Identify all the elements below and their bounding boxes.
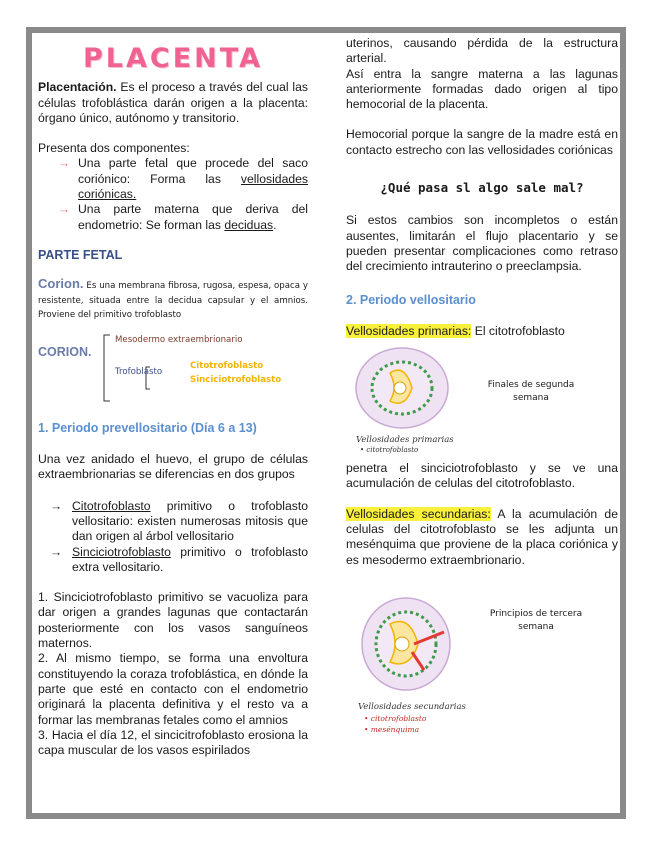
arrow-right-icon: →: [58, 202, 71, 217]
step-1-paragraph: 1. Sinciciotrofoblasto primitivo se vacuoliza para dar origen a grandes lagunas que contactarán posteriormente con los vasos sanguíneos maternos.: [38, 590, 308, 651]
step-2-paragraph: 2. Al mismo tiempo, se forma una envoltura constituyendo la coraza trofoblástica, en dónde la parte que esté en contacto con el endometrio originará la placenta definitiva y el resto va a formar las membranas fetales como el amnios: [38, 651, 308, 727]
figure2-handwritten-note2: • mesénquima: [364, 724, 420, 734]
continuation-paragraph: uterinos, causando pérdida de la estructura arterial.: [346, 36, 618, 66]
page-title: PLACENTA: [83, 43, 263, 74]
arrow-right-icon: →: [58, 156, 71, 171]
step-3-paragraph: 3. Hacia el día 12, el sincicitrofoblasto erosiona la capa muscular de los vasos espirilados: [38, 727, 308, 758]
components-intro: Presenta dos componentes:: [38, 141, 190, 156]
maternal-blood-paragraph: Así entra la sangre materna a las lagunas anteriormente formadas dado origen al tipo hemocorial de la placenta.: [346, 66, 618, 112]
figure2-caption: Principios de tercera semana: [489, 608, 583, 632]
primarias-highlight: Vellosidades primarias:: [346, 323, 472, 338]
complications-paragraph: Si estos cambios son incompletos o están ausentes, limitarán el flujo placentario y se pueden presentar complicaciones como retraso del crecimiento intrauterino o preeclampsia.: [346, 213, 618, 274]
mesodermo-label: Mesodermo extraembrionario: [115, 334, 243, 345]
primarias-paragraph: Vellosidades primarias: El citotrofoblasto: [346, 323, 565, 338]
sinciciotrofoblasto-label: Sinciciotrofoblasto: [190, 374, 282, 385]
corion-term: Corion.: [38, 276, 84, 292]
villus-secondary-illustration: [354, 594, 466, 698]
list-item: → Sinciciotrofoblasto primitivo o trofoblasto extra vellositario.: [50, 544, 308, 574]
list-item: → Citotrofoblasto primitivo o trofoblasto vellositario: existen numerosas mitosis que dan origen al árbol vellositario: [50, 498, 308, 544]
components-list: [38, 156, 308, 232]
secundarias-highlight: Vellosidades secundarias:: [346, 506, 491, 521]
figure1-handwritten-note: • citotrofoblasto: [360, 446, 419, 455]
arrow-right-icon: →: [50, 498, 63, 513]
periodo-vellositario-heading: 2. Periodo vellositario: [346, 292, 476, 307]
figure-secundarias: [346, 594, 618, 744]
right-column: [346, 36, 618, 744]
figure-primarias: [346, 339, 618, 457]
intro-text: Es el proceso a través del cual las células trofoblástica darán origen a la placenta: órgano único, autónomo y transitorio.: [38, 80, 308, 125]
figure1-handwritten-label: Vellosidades primarias: [356, 435, 454, 446]
corion-label: CORION.: [38, 344, 92, 359]
figure2-handwritten-label: Vellosidades secundarias: [358, 701, 466, 712]
hemocorial-paragraph: Hemocorial porque la sangre de la madre está en contacto estrecho con las vellosidades coriónicas: [346, 127, 618, 157]
corion-diagram: [38, 327, 308, 407]
left-column: [38, 43, 308, 758]
citotrofoblasto-label: Citotrofoblasto: [190, 360, 264, 371]
figure2-handwritten-note1: • citotrofoblasto: [364, 713, 427, 723]
groups-list: [38, 499, 308, 575]
periodo1-paragraph: Una vez anidado el huevo, el grupo de células extraembrionarias se diferencias en dos grupos: [38, 452, 308, 482]
corion-description: Es una membrana fibrosa, rugosa, espesa, opaca y resistente, situada entre la decidua capsular y el amnios. Proviene del primitivo trofoblasto: [38, 281, 308, 321]
section-heading-fetal: PARTE FETAL: [38, 247, 123, 262]
figure1-caption: Finales de segunda semana: [487, 380, 575, 404]
corion-definition: [38, 277, 308, 323]
primarias-continuation: penetra el sinciciotrofoblasto y se ve una acumulación de celulas del citotrofoblasto.: [346, 461, 618, 491]
intro-term: Placentación.: [38, 80, 117, 95]
list-item: → Una parte materna que deriva del endometrio: Se forman las deciduas.: [58, 202, 308, 232]
list-item: → Una parte fetal que procede del saco coriónico: Forma las vellosidades coriónicas.: [58, 156, 308, 202]
intro-paragraph: [38, 80, 308, 126]
question-heading: ¿Qué pasa sl algo sale mal?: [380, 180, 584, 196]
secundarias-paragraph: Vellosidades secundarias: A la acumulación de celulas del citotrofoblasto se les adjunta un mesénquima que proviene de la placa coriónica y es mesodermo extraembrionario.: [346, 506, 618, 567]
villus-primary-illustration: [350, 343, 460, 435]
trofoblasto-label: Trofoblasto: [115, 366, 163, 377]
arrow-right-icon: →: [50, 544, 63, 559]
periodo-prevellositario-heading: 1. Periodo prevellositario (Día 6 a 13): [38, 420, 257, 435]
